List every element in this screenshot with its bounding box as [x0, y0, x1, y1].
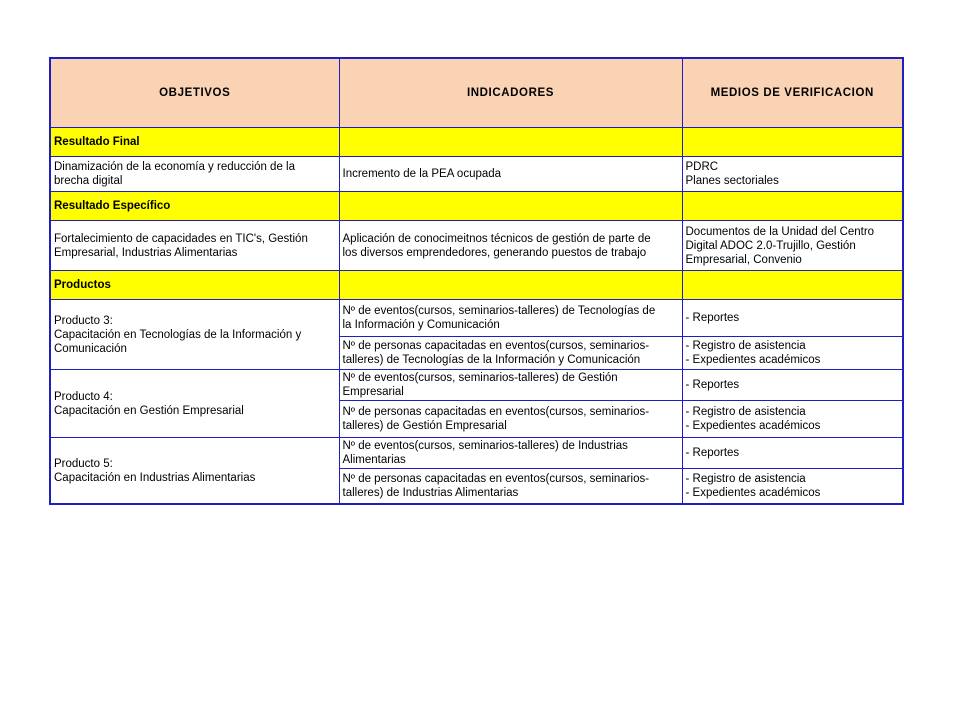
table-row: [50, 157, 903, 192]
empty-cell: [682, 192, 903, 221]
header-objetivos: OBJETIVOS: [50, 58, 339, 128]
medios-cell: Documentos de la Unidad del Centro Digital ADOC 2.0-Trujillo, Gestión Empresarial, Convenio: [682, 221, 903, 271]
producto-3-objetivo: Producto 3: Capacitación en Tecnologías de la Información y Comunicación: [50, 300, 339, 370]
indicador-cell: Nº de personas capacitadas en eventos(cursos, seminarios- talleres) de Gestión Empresarial: [339, 401, 682, 438]
table-row: [50, 221, 903, 271]
section-label: Resultado Final: [50, 128, 339, 157]
indicador-cell: Nº de eventos(cursos, seminarios-talleres) de Tecnologías de la Información y Comunicación: [339, 300, 682, 337]
objetivo-cell: Dinamización de la economía y reducción de la brecha digital: [50, 157, 339, 192]
empty-cell: [682, 271, 903, 300]
indicador-cell: Nº de eventos(cursos, seminarios-talleres) de Gestión Empresarial: [339, 370, 682, 401]
medios-cell: - Registro de asistencia - Expedientes académicos: [682, 469, 903, 505]
section-row-resultado-final: [50, 128, 903, 157]
table-row: [50, 300, 903, 337]
logical-framework-table: [49, 57, 904, 505]
empty-cell: [339, 271, 682, 300]
section-row-resultado-especifico: [50, 192, 903, 221]
producto-5-objetivo: Producto 5: Capacitación en Industrias Alimentarias: [50, 438, 339, 505]
medios-cell: - Registro de asistencia - Expedientes académicos: [682, 401, 903, 438]
producto-4-objetivo: Producto 4: Capacitación en Gestión Empresarial: [50, 370, 339, 438]
section-row-productos: [50, 271, 903, 300]
medios-cell: - Reportes: [682, 300, 903, 337]
indicador-cell: Nº de personas capacitadas en eventos(cursos, seminarios- talleres) de Tecnologías de la Información y Comunicación: [339, 337, 682, 370]
header-medios: MEDIOS DE VERIFICACION: [682, 58, 903, 128]
table-row: [50, 438, 903, 469]
section-label: Productos: [50, 271, 339, 300]
table-row: [50, 370, 903, 401]
empty-cell: [339, 192, 682, 221]
indicador-cell: Aplicación de conocimeitnos técnicos de gestión de parte de los diversos emprendedores, generando puestos de trabajo: [339, 221, 682, 271]
header-indicadores: INDICADORES: [339, 58, 682, 128]
section-label: Resultado Específico: [50, 192, 339, 221]
medios-cell: - Reportes: [682, 438, 903, 469]
medios-cell: - Reportes: [682, 370, 903, 401]
medios-cell: PDRC Planes sectoriales: [682, 157, 903, 192]
medios-cell: - Registro de asistencia - Expedientes académicos: [682, 337, 903, 370]
empty-cell: [339, 128, 682, 157]
objetivo-cell: Fortalecimiento de capacidades en TIC's, Gestión Empresarial, Industrias Alimentarias: [50, 221, 339, 271]
header-row: [50, 58, 903, 128]
indicador-cell: Nº de eventos(cursos, seminarios-talleres) de Industrias Alimentarias: [339, 438, 682, 469]
empty-cell: [682, 128, 903, 157]
indicador-cell: Incremento de la PEA ocupada: [339, 157, 682, 192]
indicador-cell: Nº de personas capacitadas en eventos(cursos, seminarios- talleres) de Industrias Alimentarias: [339, 469, 682, 505]
